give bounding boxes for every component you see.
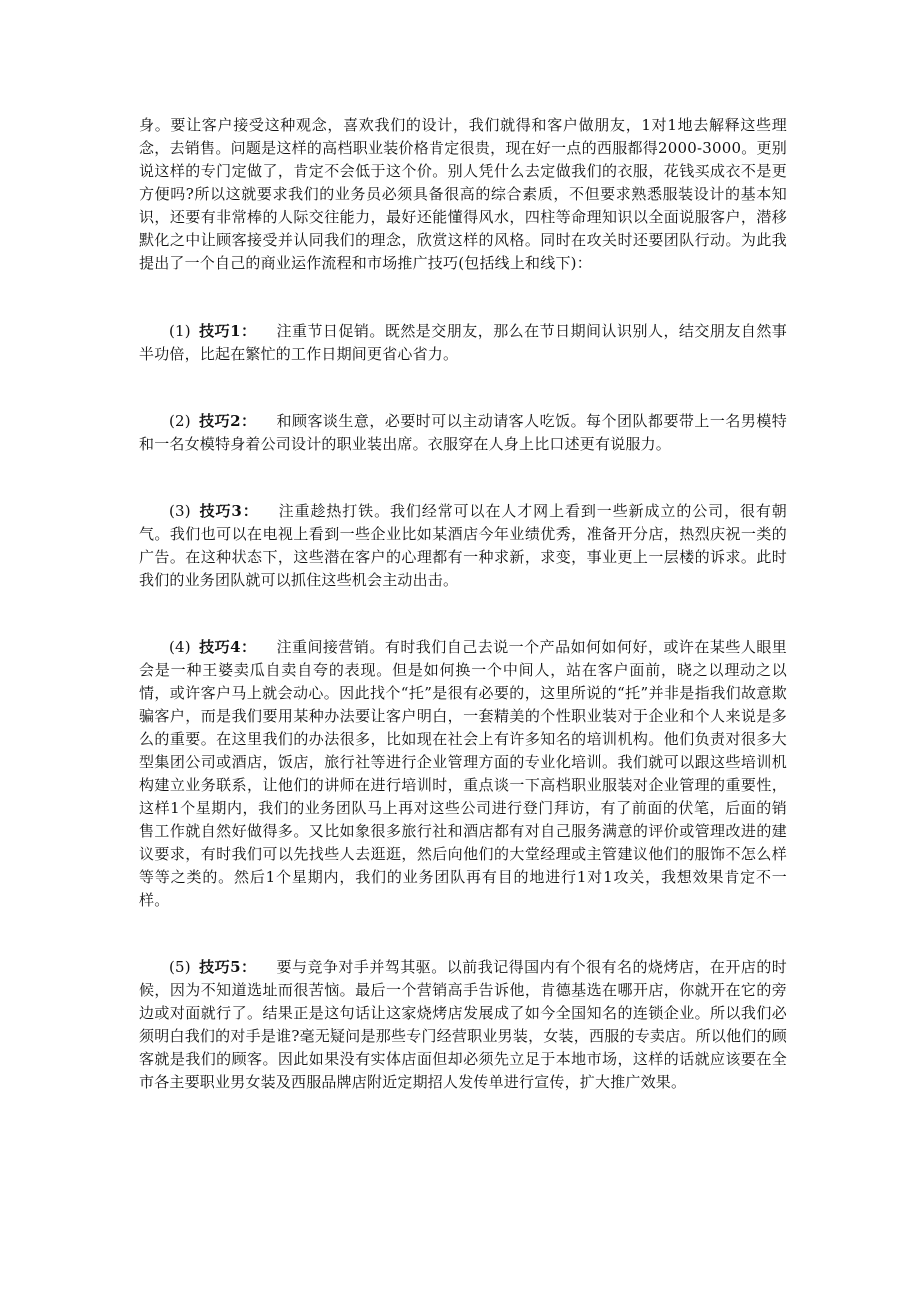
tip-4-label: 技巧4： [198, 638, 257, 656]
tip-1-number: (1) [169, 322, 191, 340]
tip-5-label: 技巧5： [198, 958, 257, 976]
tip-5-text: 要与竞争对手并驾其驱。以前我记得国内有个很有名的烧烤店，在开店的时候，因为不知道选址而很苦恼。最后一个营销高手告诉他，肯德基选在哪开店，你就开在它的旁边或对面就行了。结果正是这句话让这家烧烤店发展成了如今全国知名的连锁企业。所以我们必须明白我们的对手是谁?毫无疑问是那些专门经营职业男装，女装，西服的专卖店。所以他们的顾客就是我们的顾客。因此如果没有实体店面但却必须先立足于本地市场，这样的话就应该要在全市各主要职业男女装及西服品牌店附近定期招人发传单进行宣传，扩大推广效果。 [139, 958, 787, 1091]
document-body [139, 114, 787, 1138]
tip-5-paragraph [139, 956, 787, 1094]
tip-2-number: (2) [169, 412, 191, 430]
tip-1-text: 注重节日促销。既然是交朋友，那么在节日期间认识别人，结交朋友自然事半功倍，比起在繁忙的工作日期间更省心省力。 [139, 322, 787, 363]
intro-paragraph: 身。要让客户接受这种观念，喜欢我们的设计，我们就得和客户做朋友，1对1地去解释这些理念，去销售。问题是这样的高档职业装价格肯定很贵，现在好一点的西服都得2000-3000。更别说这样的专门定做了，肯定不会低于这个价。别人凭什么去定做我们的衣服，花钱买成衣不是更方便吗?所以这就要求我们的业务员必须具备很高的综合素质，不但要求熟悉服装设计的基本知识，还要有非常棒的人际交往能力，最好还能懂得风水，四柱等命理知识以全面说服客户，潜移默化之中让顾客接受并认同我们的理念，欣赏这样的风格。同时在攻关时还要团队行动。为此我提出了一个自己的商业运作流程和市场推广技巧(包括线上和线下)： [139, 116, 787, 272]
tip-1-paragraph [139, 320, 787, 366]
tip-3-label: 技巧3： [198, 502, 259, 520]
tip-3-text: 注重趁热打铁。我们经常可以在人才网上看到一些新成立的公司，很有朝气。我们也可以在电视上看到一些企业比如某酒店今年业绩优秀，准备开分店，热烈庆祝一类的广告。在这种状态下，这些潜在客户的心理都有一种求新，求变，事业更上一层楼的诉求。此时我们的业务团队就可以抓住这些机会主动出击。 [139, 502, 787, 589]
tip-2-paragraph [139, 410, 787, 456]
tip-3-paragraph [139, 500, 787, 592]
tip-5-number: (5) [169, 958, 191, 976]
tip-4-text: 注重间接营销。有时我们自己去说一个产品如何如何好，或许在某些人眼里会是一种王婆卖瓜自卖自夸的表现。但是如何换一个中间人，站在客户面前，晓之以理动之以情，或许客户马上就会动心。因此找个“托”是很有必要的，这里所说的“托”并非是指我们故意欺骗客户，而是我们要用某种办法要让客户明白，一套精美的个性职业装对于企业和个人来说是多么的重要。在这里我们的办法很多，比如现在社会上有许多知名的培训机构。他们负责对很多大型集团公司或酒店，饭店，旅行社等进行企业管理方面的专业化培训。我们就可以跟这些培训机构建立业务联系，让他们的讲师在进行培训时，重点谈一下高档职业服装对企业管理的重要性，这样1个星期内，我们的业务团队马上再对这些公司进行登门拜访，有了前面的伏笔，后面的销售工作就自然好做得多。又比如象很多旅行社和酒店都有对自己服务满意的评价或管理改进的建议要求，有时我们可以先找些人去逛逛，然后向他们的大堂经理或主管建议他们的服饰不怎么样等等之类的。然后1个星期内，我们的业务团队再有目的地进行1对1攻关，我想效果肯定不一样。 [139, 638, 787, 909]
tip-2-text: 和顾客谈生意，必要时可以主动请客人吃饭。每个团队都要带上一名男模特和一名女模特身着公司设计的职业装出席。衣服穿在人身上比口述更有说服力。 [139, 412, 787, 453]
tip-4-number: (4) [169, 638, 191, 656]
tip-4-paragraph [139, 636, 787, 912]
tip-2-label: 技巧2： [198, 412, 257, 430]
tip-1-label: 技巧1： [198, 322, 257, 340]
tip-3-number: (3) [169, 502, 191, 520]
